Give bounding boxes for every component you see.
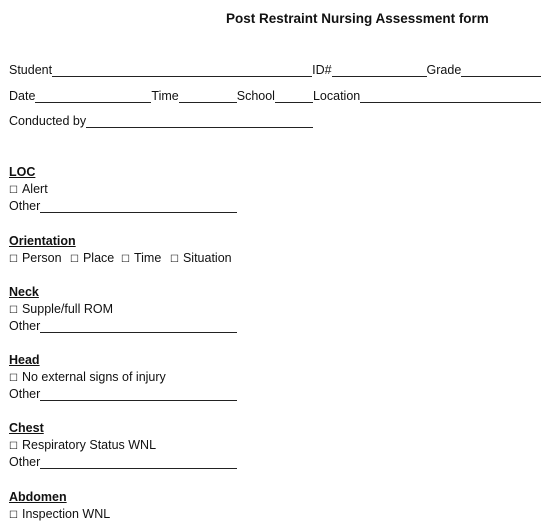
neck-heading: Neck bbox=[9, 285, 39, 299]
head-heading: Head bbox=[9, 353, 40, 367]
chest-other-row bbox=[9, 455, 237, 469]
date-row bbox=[9, 89, 541, 105]
checkbox-icon[interactable]: ☐ bbox=[9, 305, 18, 316]
abdomen-option-inspection[interactable] bbox=[9, 507, 110, 521]
head-option-no-injury[interactable] bbox=[9, 370, 166, 384]
checkbox-icon[interactable]: ☐ bbox=[9, 510, 18, 521]
head-other-field[interactable] bbox=[40, 387, 237, 401]
time-field[interactable] bbox=[179, 89, 237, 103]
school-field[interactable] bbox=[275, 89, 313, 103]
orientation-option-person[interactable] bbox=[9, 251, 62, 265]
conducted-by-field[interactable] bbox=[86, 114, 313, 128]
school-label: School bbox=[236, 89, 275, 103]
loc-other-row bbox=[9, 199, 237, 213]
time-label: Time bbox=[151, 89, 179, 103]
chest-option-label: Respiratory Status WNL bbox=[21, 438, 157, 452]
date-field[interactable] bbox=[35, 89, 151, 103]
checkbox-icon[interactable]: ☐ bbox=[9, 254, 18, 265]
loc-heading: LOC bbox=[9, 165, 36, 179]
orientation-option-place[interactable] bbox=[70, 251, 114, 265]
loc-other-label: Other bbox=[9, 199, 41, 213]
conducted-by-row bbox=[9, 114, 313, 130]
date-label: Date bbox=[9, 89, 36, 103]
head-other-label: Other bbox=[9, 387, 41, 401]
id-field[interactable] bbox=[332, 63, 427, 77]
orientation-option-label: Time bbox=[133, 251, 162, 265]
orientation-option-label: Situation bbox=[182, 251, 232, 265]
checkbox-icon[interactable]: ☐ bbox=[9, 185, 18, 196]
student-row bbox=[9, 63, 541, 79]
abdomen-heading: Abdomen bbox=[9, 490, 67, 504]
head-other-row bbox=[9, 387, 237, 401]
abdomen-option-label: Inspection WNL bbox=[21, 507, 111, 521]
grade-label: Grade bbox=[426, 63, 462, 77]
orientation-option-situation[interactable] bbox=[170, 251, 232, 265]
neck-other-label: Other bbox=[9, 319, 41, 333]
student-field[interactable] bbox=[52, 63, 312, 77]
location-label: Location bbox=[312, 89, 361, 103]
chest-other-field[interactable] bbox=[40, 455, 237, 469]
id-label: ID# bbox=[312, 63, 332, 77]
neck-other-field[interactable] bbox=[40, 319, 237, 333]
chest-option-respiratory[interactable] bbox=[9, 438, 156, 452]
checkbox-icon[interactable]: ☐ bbox=[170, 254, 179, 265]
student-label: Student bbox=[9, 63, 53, 77]
checkbox-icon[interactable]: ☐ bbox=[121, 254, 130, 265]
chest-other-label: Other bbox=[9, 455, 41, 469]
form-title: Post Restraint Nursing Assessment form bbox=[226, 11, 489, 26]
checkbox-icon[interactable]: ☐ bbox=[70, 254, 79, 265]
chest-heading: Chest bbox=[9, 421, 44, 435]
loc-option-alert[interactable] bbox=[9, 182, 48, 196]
head-option-label: No external signs of injury bbox=[21, 370, 166, 384]
orientation-option-label: Person bbox=[21, 251, 62, 265]
checkbox-icon[interactable]: ☐ bbox=[9, 441, 18, 452]
neck-option-label: Supple/full ROM bbox=[21, 302, 113, 316]
orientation-option-label: Place bbox=[82, 251, 115, 265]
loc-other-field[interactable] bbox=[40, 199, 237, 213]
conducted-by-label: Conducted by bbox=[9, 114, 87, 128]
orientation-option-time[interactable] bbox=[121, 251, 161, 265]
location-field[interactable] bbox=[360, 89, 541, 103]
grade-field[interactable] bbox=[461, 63, 541, 77]
checkbox-icon[interactable]: ☐ bbox=[9, 373, 18, 384]
loc-option-label: Alert bbox=[21, 182, 48, 196]
neck-option-supple[interactable] bbox=[9, 302, 113, 316]
neck-other-row bbox=[9, 319, 237, 333]
orientation-heading: Orientation bbox=[9, 234, 76, 248]
